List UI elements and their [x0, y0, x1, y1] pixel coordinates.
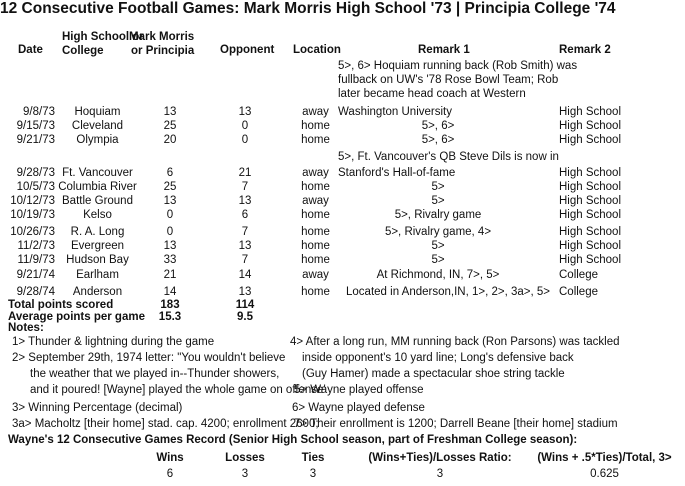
game-location: home — [301, 240, 330, 252]
game-remark2: High School — [559, 134, 622, 146]
game-school: Earlham — [76, 269, 119, 281]
record-losses-label: Losses — [225, 452, 265, 464]
note-2: and it poured! [Wayne] played the whole game on offense' — [30, 384, 326, 396]
hoquiam-remark-line: later became head coach at Western — [338, 88, 526, 100]
game-location: home — [301, 226, 330, 238]
game-date: 9/8/73 — [23, 106, 55, 118]
game-school: Hoquiam — [74, 106, 121, 118]
vancouver-remark-line: 5>, Ft. Vancouver's QB Steve Dils is now in — [338, 151, 559, 163]
game-location: home — [301, 209, 330, 221]
game-mm-score: 6 — [166, 167, 174, 179]
game-mm-score: 13 — [163, 240, 177, 252]
game-remark2: High School — [559, 167, 622, 179]
game-remark1: Located in Anderson,IN, 1>, 2>, 3a>, 5> — [346, 286, 550, 298]
game-remark2: High School — [559, 181, 622, 193]
game-remark2: High School — [559, 195, 622, 207]
hoquiam-remark-line: 5>, 6> Hoquiam running back (Rob Smith) was — [338, 60, 578, 72]
game-opp-score: 21 — [238, 167, 252, 179]
note-4: inside opponent's 10 yard line; Long's defensive back — [302, 352, 574, 364]
note-2: the weather that we played in--Thunder showers, — [30, 368, 280, 380]
page-title: 12 Consecutive Football Games: Mark Morris High School '73 | Principia College '74 — [0, 0, 616, 17]
note-1: 1> Thunder & lightning during the game — [12, 336, 215, 348]
game-opp-score: 0 — [241, 120, 249, 132]
game-remark2: College — [559, 269, 598, 281]
header-school-line1: High School or — [62, 31, 144, 43]
game-location: away — [302, 195, 329, 207]
game-date: 10/12/73 — [10, 195, 55, 207]
note-3: 3> Winning Percentage (decimal) — [12, 402, 183, 414]
game-school: Cleveland — [71, 120, 124, 132]
game-mm-score: 13 — [163, 195, 177, 207]
note-3a: 3a> Macholtz [their home] stad. cap. 4200; enrollment 2600; — [12, 418, 319, 430]
game-opp-score: 13 — [238, 286, 252, 298]
game-mm-score: 20 — [163, 134, 177, 146]
game-remark2: High School — [559, 254, 622, 266]
game-remark1: Stanford's Hall-of-fame — [338, 167, 456, 179]
game-remark2: High School — [559, 240, 622, 252]
game-location: away — [302, 106, 329, 118]
game-opp-score: 0 — [241, 134, 249, 146]
game-location: home — [301, 254, 330, 266]
game-date: 10/26/73 — [10, 226, 55, 238]
game-date: 10/5/73 — [16, 181, 55, 193]
game-school: Olympia — [76, 134, 119, 146]
game-school: R. A. Long — [70, 226, 125, 238]
game-mm-score: 13 — [163, 106, 177, 118]
game-opp-score: 7 — [241, 181, 249, 193]
game-remark1: 5>, 6> — [421, 120, 455, 132]
game-date: 9/28/73 — [16, 167, 55, 179]
total-points-mm: 183 — [160, 299, 180, 311]
note-4: (Guy Hamer) made a spectacular shoe string tackle — [302, 368, 565, 380]
header-opponent: Opponent — [220, 44, 275, 56]
game-date: 10/19/73 — [10, 209, 55, 221]
game-date: 11/9/73 — [17, 254, 55, 266]
total-points-opp: 114 — [235, 299, 255, 311]
header-remark1: Remark 1 — [418, 44, 470, 56]
header-location: Location — [293, 44, 341, 56]
game-school: Anderson — [72, 286, 123, 298]
record-pct-label: (Wins + .5*Ties)/Total, 3> — [537, 452, 672, 464]
game-remark2: High School — [559, 106, 622, 118]
game-location: home — [301, 181, 330, 193]
game-location: away — [302, 167, 329, 179]
game-remark1: 5> — [431, 181, 445, 193]
game-date: 9/21/74 — [16, 269, 55, 281]
game-school: Battle Ground — [62, 195, 133, 207]
game-remark1: 5> — [431, 195, 445, 207]
game-remark2: High School — [559, 226, 622, 238]
game-school: Hudson Bay — [66, 254, 129, 266]
average-points-mm: 15.3 — [158, 311, 182, 323]
game-location: home — [301, 120, 330, 132]
game-opp-score: 7 — [241, 226, 249, 238]
game-mm-score: 33 — [163, 254, 177, 266]
game-date: 11/2/73 — [17, 240, 55, 252]
game-date: 9/15/73 — [16, 120, 55, 132]
record-losses: 3 — [241, 468, 249, 480]
hoquiam-remark-line: fullback on UW's '78 Rose Bowl Team; Rob — [338, 74, 559, 86]
game-opp-score: 6 — [241, 209, 249, 221]
game-remark1: 5>, Rivalry game — [394, 209, 482, 221]
game-opp-score: 13 — [238, 106, 252, 118]
game-location: away — [302, 269, 329, 281]
game-opp-score: 13 — [238, 240, 252, 252]
game-school: Kelso — [83, 209, 112, 221]
header-date: Date — [18, 44, 43, 56]
game-remark1: Washington University — [338, 106, 452, 118]
game-mm-score: 0 — [166, 226, 174, 238]
record-ties-label: Ties — [301, 452, 325, 464]
record-wins: 6 — [166, 468, 174, 480]
average-points-label: Average points per game — [8, 311, 145, 323]
record-pct: 0.625 — [590, 468, 619, 480]
record-title: Wayne's 12 Consecutive Games Record (Senior High School season, part of Freshman College season): — [8, 434, 578, 446]
game-remark2: High School — [559, 120, 622, 132]
total-points-label: Total points scored — [8, 299, 114, 311]
game-remark1: 5>, 6> — [421, 134, 455, 146]
game-mm-score: 25 — [163, 181, 177, 193]
game-opp-score: 13 — [238, 195, 252, 207]
header-remark2: Remark 2 — [559, 44, 611, 56]
game-remark2: College — [559, 286, 598, 298]
header-school-line2: College — [62, 45, 104, 57]
game-school: Ft. Vancouver — [62, 167, 133, 179]
game-date: 9/21/73 — [16, 134, 55, 146]
game-opp-score: 7 — [241, 254, 249, 266]
note-6: 6> Wayne played defense — [292, 402, 425, 414]
game-remark1: 5> — [431, 254, 445, 266]
header-mm-line2: or Principia — [131, 45, 195, 57]
game-opp-score: 14 — [238, 269, 252, 281]
notes-label: Notes: — [8, 322, 44, 334]
header-mm-line1: Mark Morris — [129, 31, 195, 43]
average-points-opp: 9.5 — [237, 311, 253, 323]
game-school: Evergreen — [70, 240, 125, 252]
game-remark1: At Richmond, IN, 7>, 5> — [376, 269, 500, 281]
note-7: 7> Their enrollment is 1200; Darrell Beane [their home] stadium — [294, 418, 618, 430]
game-location: home — [301, 286, 330, 298]
game-remark2: High School — [559, 209, 622, 221]
game-remark1: 5> — [431, 240, 445, 252]
game-mm-score: 14 — [163, 286, 177, 298]
game-date: 9/28/74 — [16, 286, 55, 298]
game-mm-score: 25 — [163, 120, 177, 132]
game-mm-score: 21 — [163, 269, 177, 281]
game-remark1: 5>, Rivalry game, 4> — [384, 226, 492, 238]
note-2: 2> September 29th, 1974 letter: "You wouldn't believe — [12, 352, 286, 364]
game-location: home — [301, 134, 330, 146]
note-4: 4> After a long run, MM running back (Ron Parsons) was tackled — [290, 336, 620, 348]
game-school: Columbia River — [58, 181, 137, 193]
game-mm-score: 0 — [166, 209, 174, 221]
record-wins-label: Wins — [156, 452, 184, 464]
record-ratio-label: (Wins+Ties)/Losses Ratio: — [368, 452, 512, 464]
record-ratio: 3 — [436, 468, 444, 480]
record-ties: 3 — [309, 468, 317, 480]
note-5: 5> Wayne played offense — [294, 384, 424, 396]
